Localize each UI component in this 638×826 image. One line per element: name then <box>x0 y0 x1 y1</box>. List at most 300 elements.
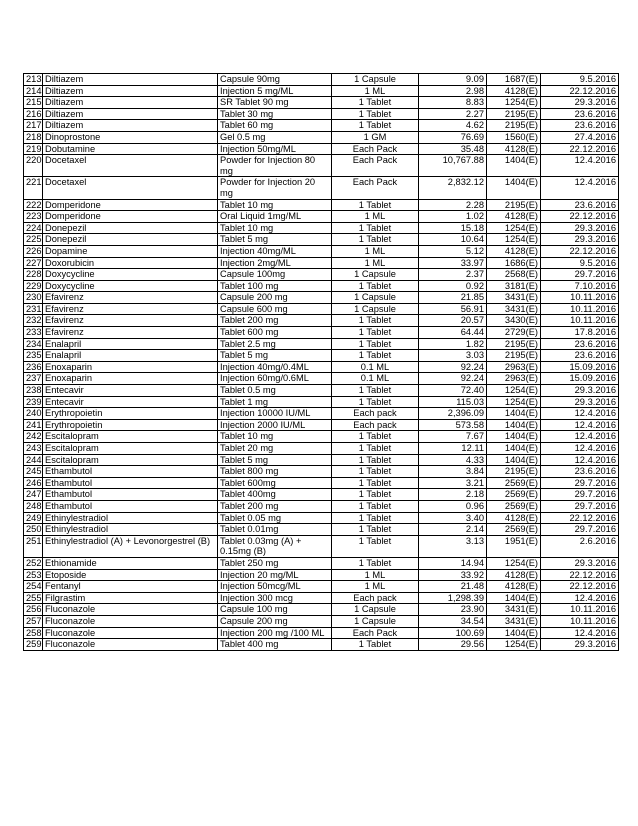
table-row <box>24 143 619 155</box>
ceiling-price-cell: 2.98 <box>419 85 487 97</box>
ceiling-price-cell: 573.58 <box>419 419 487 431</box>
medicine-name-cell: Diltiazem <box>43 74 218 86</box>
table-row <box>24 639 619 651</box>
serial-number-cell: 226 <box>24 245 43 257</box>
notification-date-cell: 7.10.2016 <box>541 280 619 292</box>
dosage-form-cell: Injection 50mg/ML <box>218 143 332 155</box>
unit-cell: 1 Tablet <box>332 466 419 478</box>
dosage-form-cell: Capsule 200 mg <box>218 615 332 627</box>
medicine-name-cell: Domperidone <box>43 211 218 223</box>
serial-number-cell: 242 <box>24 431 43 443</box>
serial-number-cell: 220 <box>24 155 43 177</box>
dosage-form-cell: Injection 2000 IU/ML <box>218 419 332 431</box>
notification-number-cell: 2568(E) <box>487 269 541 281</box>
notification-number-cell: 1404(E) <box>487 408 541 420</box>
medicine-name-cell: Diltiazem <box>43 97 218 109</box>
unit-cell: 1 Tablet <box>332 557 419 569</box>
notification-date-cell: 10.11.2016 <box>541 315 619 327</box>
ceiling-price-cell: 3.13 <box>419 535 487 557</box>
notification-date-cell: 9.5.2016 <box>541 257 619 269</box>
ceiling-price-cell: 2.28 <box>419 199 487 211</box>
table-row <box>24 373 619 385</box>
notification-number-cell: 4128(E) <box>487 512 541 524</box>
serial-number-cell: 227 <box>24 257 43 269</box>
unit-cell: 1 Capsule <box>332 269 419 281</box>
notification-date-cell: 23.6.2016 <box>541 199 619 211</box>
unit-cell: Each pack <box>332 419 419 431</box>
medicine-name-cell: Ethambutol <box>43 489 218 501</box>
notification-date-cell: 10.11.2016 <box>541 292 619 304</box>
ceiling-price-cell: 3.84 <box>419 466 487 478</box>
unit-cell: 1 Tablet <box>332 512 419 524</box>
table-row <box>24 361 619 373</box>
dosage-form-cell: Tablet 0.01mg <box>218 524 332 536</box>
table-row <box>24 74 619 86</box>
table-row <box>24 431 619 443</box>
notification-date-cell: 12.4.2016 <box>541 177 619 199</box>
serial-number-cell: 245 <box>24 466 43 478</box>
serial-number-cell: 213 <box>24 74 43 86</box>
medicine-name-cell: Fluconazole <box>43 615 218 627</box>
notification-number-cell: 2729(E) <box>487 327 541 339</box>
notification-date-cell: 22.12.2016 <box>541 211 619 223</box>
unit-cell: 1 ML <box>332 581 419 593</box>
dosage-form-cell: Tablet 0.03mg (A) + 0.15mg (B) <box>218 535 332 557</box>
dosage-form-cell: Tablet 5 mg <box>218 234 332 246</box>
ceiling-price-cell: 3.21 <box>419 477 487 489</box>
notification-number-cell: 1404(E) <box>487 443 541 455</box>
notification-number-cell: 1404(E) <box>487 431 541 443</box>
medicine-name-cell: Docetaxel <box>43 177 218 199</box>
ceiling-price-cell: 100.69 <box>419 627 487 639</box>
serial-number-cell: 216 <box>24 108 43 120</box>
serial-number-cell: 256 <box>24 604 43 616</box>
ceiling-price-cell: 3.40 <box>419 512 487 524</box>
notification-number-cell: 1686(E) <box>487 257 541 269</box>
dosage-form-cell: Tablet 0.05 mg <box>218 512 332 524</box>
notification-date-cell: 29.3.2016 <box>541 639 619 651</box>
dosage-form-cell: Tablet 0.5 mg <box>218 385 332 397</box>
ceiling-price-cell: 29.56 <box>419 639 487 651</box>
medicine-name-cell: Efavirenz <box>43 303 218 315</box>
notification-date-cell: 29.3.2016 <box>541 385 619 397</box>
dosage-form-cell: Tablet 600mg <box>218 477 332 489</box>
medicine-name-cell: Dobutamine <box>43 143 218 155</box>
notification-number-cell: 3431(E) <box>487 615 541 627</box>
notification-date-cell: 23.6.2016 <box>541 466 619 478</box>
table-row <box>24 120 619 132</box>
table-row <box>24 604 619 616</box>
dosage-form-cell: Capsule 600 mg <box>218 303 332 315</box>
notification-number-cell: 2963(E) <box>487 373 541 385</box>
ceiling-price-cell: 64.44 <box>419 327 487 339</box>
serial-number-cell: 247 <box>24 489 43 501</box>
table-row <box>24 627 619 639</box>
dosage-form-cell: Tablet 800 mg <box>218 466 332 478</box>
table-row <box>24 419 619 431</box>
notification-number-cell: 2195(E) <box>487 199 541 211</box>
notification-number-cell: 2569(E) <box>487 500 541 512</box>
notification-number-cell: 2195(E) <box>487 120 541 132</box>
serial-number-cell: 221 <box>24 177 43 199</box>
notification-number-cell: 3181(E) <box>487 280 541 292</box>
unit-cell: 1 Tablet <box>332 500 419 512</box>
unit-cell: 1 Tablet <box>332 385 419 397</box>
notification-date-cell: 22.12.2016 <box>541 581 619 593</box>
table-row <box>24 97 619 109</box>
notification-date-cell: 22.12.2016 <box>541 245 619 257</box>
medicine-name-cell: Docetaxel <box>43 155 218 177</box>
notification-number-cell: 1254(E) <box>487 557 541 569</box>
serial-number-cell: 230 <box>24 292 43 304</box>
table-row <box>24 234 619 246</box>
ceiling-price-cell: 33.92 <box>419 569 487 581</box>
table-row <box>24 350 619 362</box>
price-list-page <box>23 73 618 651</box>
unit-cell: 1 Tablet <box>332 120 419 132</box>
notification-number-cell: 2195(E) <box>487 466 541 478</box>
dosage-form-cell: Gel 0.5 mg <box>218 131 332 143</box>
ceiling-price-cell: 2.14 <box>419 524 487 536</box>
unit-cell: 1 Capsule <box>332 615 419 627</box>
dosage-form-cell: Injection 40mg/ML <box>218 245 332 257</box>
unit-cell: 1 Tablet <box>332 524 419 536</box>
unit-cell: 0.1 ML <box>332 373 419 385</box>
medicine-name-cell: Entecavir <box>43 385 218 397</box>
ceiling-price-cell: 2.18 <box>419 489 487 501</box>
medicine-name-cell: Escitalopram <box>43 443 218 455</box>
notification-date-cell: 2.6.2016 <box>541 535 619 557</box>
medicine-name-cell: Fluconazole <box>43 627 218 639</box>
ceiling-price-cell: 14.94 <box>419 557 487 569</box>
unit-cell: Each pack <box>332 408 419 420</box>
unit-cell: 1 ML <box>332 245 419 257</box>
notification-number-cell: 1404(E) <box>487 419 541 431</box>
medicine-name-cell: Donepezil <box>43 222 218 234</box>
table-row <box>24 385 619 397</box>
dosage-form-cell: Tablet 2.5 mg <box>218 338 332 350</box>
serial-number-cell: 246 <box>24 477 43 489</box>
medicine-name-cell: Etoposide <box>43 569 218 581</box>
unit-cell: 1 Tablet <box>332 431 419 443</box>
notification-date-cell: 22.12.2016 <box>541 143 619 155</box>
serial-number-cell: 243 <box>24 443 43 455</box>
medicine-name-cell: Ethinylestradiol <box>43 524 218 536</box>
ceiling-price-cell: 21.48 <box>419 581 487 593</box>
ceiling-price-cell: 115.03 <box>419 396 487 408</box>
notification-date-cell: 12.4.2016 <box>541 408 619 420</box>
notification-number-cell: 1404(E) <box>487 177 541 199</box>
ceiling-price-cell: 0.96 <box>419 500 487 512</box>
notification-date-cell: 23.6.2016 <box>541 108 619 120</box>
table-row <box>24 257 619 269</box>
table-row <box>24 280 619 292</box>
serial-number-cell: 229 <box>24 280 43 292</box>
table-row <box>24 535 619 557</box>
notification-number-cell: 2569(E) <box>487 477 541 489</box>
medicine-name-cell: Enoxaparin <box>43 361 218 373</box>
unit-cell: 1 Capsule <box>332 292 419 304</box>
ceiling-price-cell: 72.40 <box>419 385 487 397</box>
dosage-form-cell: Tablet 400mg <box>218 489 332 501</box>
ceiling-price-cell: 33.97 <box>419 257 487 269</box>
ceiling-price-cell: 2,396.09 <box>419 408 487 420</box>
notification-number-cell: 2569(E) <box>487 524 541 536</box>
dosage-form-cell: Injection 50mcg/ML <box>218 581 332 593</box>
unit-cell: 1 ML <box>332 85 419 97</box>
notification-date-cell: 23.6.2016 <box>541 338 619 350</box>
dosage-form-cell: Tablet 200 mg <box>218 315 332 327</box>
medicine-name-cell: Enoxaparin <box>43 373 218 385</box>
serial-number-cell: 219 <box>24 143 43 155</box>
dosage-form-cell: Tablet 200 mg <box>218 500 332 512</box>
serial-number-cell: 231 <box>24 303 43 315</box>
medicine-name-cell: Fentanyl <box>43 581 218 593</box>
notification-number-cell: 3430(E) <box>487 315 541 327</box>
medicine-name-cell: Diltiazem <box>43 120 218 132</box>
serial-number-cell: 257 <box>24 615 43 627</box>
ceiling-price-cell: 9.09 <box>419 74 487 86</box>
table-row <box>24 489 619 501</box>
notification-date-cell: 22.12.2016 <box>541 569 619 581</box>
unit-cell: 1 Tablet <box>332 108 419 120</box>
table-row <box>24 292 619 304</box>
notification-number-cell: 1560(E) <box>487 131 541 143</box>
table-row <box>24 408 619 420</box>
medicine-name-cell: Ethambutol <box>43 477 218 489</box>
medicine-name-cell: Ethionamide <box>43 557 218 569</box>
serial-number-cell: 258 <box>24 627 43 639</box>
medicine-name-cell: Fluconazole <box>43 639 218 651</box>
notification-date-cell: 29.3.2016 <box>541 396 619 408</box>
unit-cell: 1 Tablet <box>332 97 419 109</box>
ceiling-price-cell: 21.85 <box>419 292 487 304</box>
dosage-form-cell: Powder for Injection 80 mg <box>218 155 332 177</box>
table-row <box>24 500 619 512</box>
ceiling-price-cell: 92.24 <box>419 373 487 385</box>
table-row <box>24 466 619 478</box>
unit-cell: 1 Tablet <box>332 234 419 246</box>
unit-cell: 1 ML <box>332 211 419 223</box>
notification-number-cell: 4128(E) <box>487 143 541 155</box>
table-row <box>24 396 619 408</box>
dosage-form-cell: Tablet 5 mg <box>218 454 332 466</box>
ceiling-price-cell: 92.24 <box>419 361 487 373</box>
unit-cell: 1 Capsule <box>332 303 419 315</box>
dosage-form-cell: Tablet 30 mg <box>218 108 332 120</box>
medicine-name-cell: Ethambutol <box>43 466 218 478</box>
serial-number-cell: 259 <box>24 639 43 651</box>
table-row <box>24 524 619 536</box>
dosage-form-cell: Injection 200 mg /100 ML <box>218 627 332 639</box>
notification-number-cell: 1254(E) <box>487 639 541 651</box>
notification-number-cell: 2195(E) <box>487 338 541 350</box>
serial-number-cell: 223 <box>24 211 43 223</box>
notification-number-cell: 4128(E) <box>487 569 541 581</box>
unit-cell: 1 Tablet <box>332 396 419 408</box>
serial-number-cell: 233 <box>24 327 43 339</box>
table-row <box>24 454 619 466</box>
dosage-form-cell: Capsule 200 mg <box>218 292 332 304</box>
unit-cell: 1 ML <box>332 257 419 269</box>
notification-number-cell: 4128(E) <box>487 245 541 257</box>
table-row <box>24 303 619 315</box>
unit-cell: 1 Tablet <box>332 315 419 327</box>
table-row <box>24 245 619 257</box>
ceiling-price-cell: 2,832.12 <box>419 177 487 199</box>
serial-number-cell: 235 <box>24 350 43 362</box>
notification-number-cell: 1951(E) <box>487 535 541 557</box>
ceiling-price-cell: 10,767.88 <box>419 155 487 177</box>
notification-number-cell: 4128(E) <box>487 581 541 593</box>
serial-number-cell: 244 <box>24 454 43 466</box>
ceiling-price-cell: 1.02 <box>419 211 487 223</box>
ceiling-price-cell: 8.83 <box>419 97 487 109</box>
dosage-form-cell: SR Tablet 90 mg <box>218 97 332 109</box>
notification-date-cell: 29.7.2016 <box>541 489 619 501</box>
notification-number-cell: 1254(E) <box>487 97 541 109</box>
notification-date-cell: 17.8.2016 <box>541 327 619 339</box>
notification-date-cell: 15.09.2016 <box>541 373 619 385</box>
table-row <box>24 615 619 627</box>
dosage-form-cell: Tablet 600 mg <box>218 327 332 339</box>
unit-cell: Each Pack <box>332 143 419 155</box>
dosage-form-cell: Tablet 10 mg <box>218 199 332 211</box>
table-row <box>24 108 619 120</box>
ceiling-price-cell: 35.48 <box>419 143 487 155</box>
serial-number-cell: 236 <box>24 361 43 373</box>
dosage-form-cell: Tablet 100 mg <box>218 280 332 292</box>
notification-number-cell: 1254(E) <box>487 385 541 397</box>
unit-cell: 1 Tablet <box>332 338 419 350</box>
unit-cell: 1 Tablet <box>332 327 419 339</box>
table-row <box>24 155 619 177</box>
notification-date-cell: 29.7.2016 <box>541 500 619 512</box>
dosage-form-cell: Injection 5 mg/ML <box>218 85 332 97</box>
unit-cell: 1 Tablet <box>332 489 419 501</box>
notification-number-cell: 1404(E) <box>487 592 541 604</box>
table-row <box>24 315 619 327</box>
serial-number-cell: 234 <box>24 338 43 350</box>
drug-price-table <box>23 73 619 651</box>
notification-date-cell: 29.3.2016 <box>541 557 619 569</box>
medicine-name-cell: Dinoprostone <box>43 131 218 143</box>
serial-number-cell: 253 <box>24 569 43 581</box>
medicine-name-cell: Escitalopram <box>43 431 218 443</box>
ceiling-price-cell: 20.57 <box>419 315 487 327</box>
notification-date-cell: 29.7.2016 <box>541 269 619 281</box>
ceiling-price-cell: 23.90 <box>419 604 487 616</box>
dosage-form-cell: Injection 2mg/ML <box>218 257 332 269</box>
medicine-name-cell: Diltiazem <box>43 108 218 120</box>
serial-number-cell: 232 <box>24 315 43 327</box>
ceiling-price-cell: 1,298.39 <box>419 592 487 604</box>
serial-number-cell: 250 <box>24 524 43 536</box>
ceiling-price-cell: 3.03 <box>419 350 487 362</box>
ceiling-price-cell: 2.37 <box>419 269 487 281</box>
dosage-form-cell: Tablet 10 mg <box>218 222 332 234</box>
notification-number-cell: 1687(E) <box>487 74 541 86</box>
unit-cell: 1 Tablet <box>332 535 419 557</box>
serial-number-cell: 251 <box>24 535 43 557</box>
unit-cell: 1 Tablet <box>332 280 419 292</box>
dosage-form-cell: Capsule 100mg <box>218 269 332 281</box>
ceiling-price-cell: 4.33 <box>419 454 487 466</box>
medicine-name-cell: Enalapril <box>43 350 218 362</box>
medicine-name-cell: Donepezil <box>43 234 218 246</box>
table-row <box>24 477 619 489</box>
notification-date-cell: 12.4.2016 <box>541 592 619 604</box>
notification-number-cell: 3431(E) <box>487 303 541 315</box>
dosage-form-cell: Tablet 10 mg <box>218 431 332 443</box>
notification-date-cell: 9.5.2016 <box>541 74 619 86</box>
notification-date-cell: 12.4.2016 <box>541 431 619 443</box>
unit-cell: 0.1 ML <box>332 361 419 373</box>
medicine-name-cell: Doxycycline <box>43 280 218 292</box>
ceiling-price-cell: 1.82 <box>419 338 487 350</box>
dosage-form-cell: Tablet 250 mg <box>218 557 332 569</box>
notification-number-cell: 2195(E) <box>487 108 541 120</box>
unit-cell: Each Pack <box>332 627 419 639</box>
serial-number-cell: 222 <box>24 199 43 211</box>
notification-number-cell: 1254(E) <box>487 234 541 246</box>
medicine-name-cell: Efavirenz <box>43 292 218 304</box>
notification-date-cell: 29.3.2016 <box>541 222 619 234</box>
notification-date-cell: 10.11.2016 <box>541 303 619 315</box>
table-row <box>24 222 619 234</box>
serial-number-cell: 238 <box>24 385 43 397</box>
notification-number-cell: 3431(E) <box>487 292 541 304</box>
medicine-name-cell: Filgrastim <box>43 592 218 604</box>
dosage-form-cell: Injection 20 mg/ML <box>218 569 332 581</box>
notification-date-cell: 12.4.2016 <box>541 627 619 639</box>
serial-number-cell: 237 <box>24 373 43 385</box>
serial-number-cell: 224 <box>24 222 43 234</box>
unit-cell: 1 Tablet <box>332 350 419 362</box>
serial-number-cell: 225 <box>24 234 43 246</box>
medicine-name-cell: Efavirenz <box>43 327 218 339</box>
ceiling-price-cell: 12.11 <box>419 443 487 455</box>
notification-number-cell: 1254(E) <box>487 222 541 234</box>
table-row <box>24 269 619 281</box>
notification-date-cell: 15.09.2016 <box>541 361 619 373</box>
notification-date-cell: 29.3.2016 <box>541 97 619 109</box>
medicine-name-cell: Ethinylestradiol <box>43 512 218 524</box>
serial-number-cell: 240 <box>24 408 43 420</box>
notification-date-cell: 29.7.2016 <box>541 524 619 536</box>
table-row <box>24 211 619 223</box>
medicine-name-cell: Enalapril <box>43 338 218 350</box>
table-row <box>24 131 619 143</box>
table-row <box>24 512 619 524</box>
dosage-form-cell: Tablet 400 mg <box>218 639 332 651</box>
notification-number-cell: 2963(E) <box>487 361 541 373</box>
table-row <box>24 581 619 593</box>
medicine-name-cell: Entecavir <box>43 396 218 408</box>
dosage-form-cell: Tablet 5 mg <box>218 350 332 362</box>
notification-number-cell: 1404(E) <box>487 627 541 639</box>
medicine-name-cell: Efavirenz <box>43 315 218 327</box>
serial-number-cell: 228 <box>24 269 43 281</box>
unit-cell: Each Pack <box>332 155 419 177</box>
serial-number-cell: 249 <box>24 512 43 524</box>
table-row <box>24 199 619 211</box>
notification-date-cell: 10.11.2016 <box>541 615 619 627</box>
table-row <box>24 592 619 604</box>
serial-number-cell: 239 <box>24 396 43 408</box>
notification-date-cell: 29.3.2016 <box>541 234 619 246</box>
notification-date-cell: 12.4.2016 <box>541 155 619 177</box>
